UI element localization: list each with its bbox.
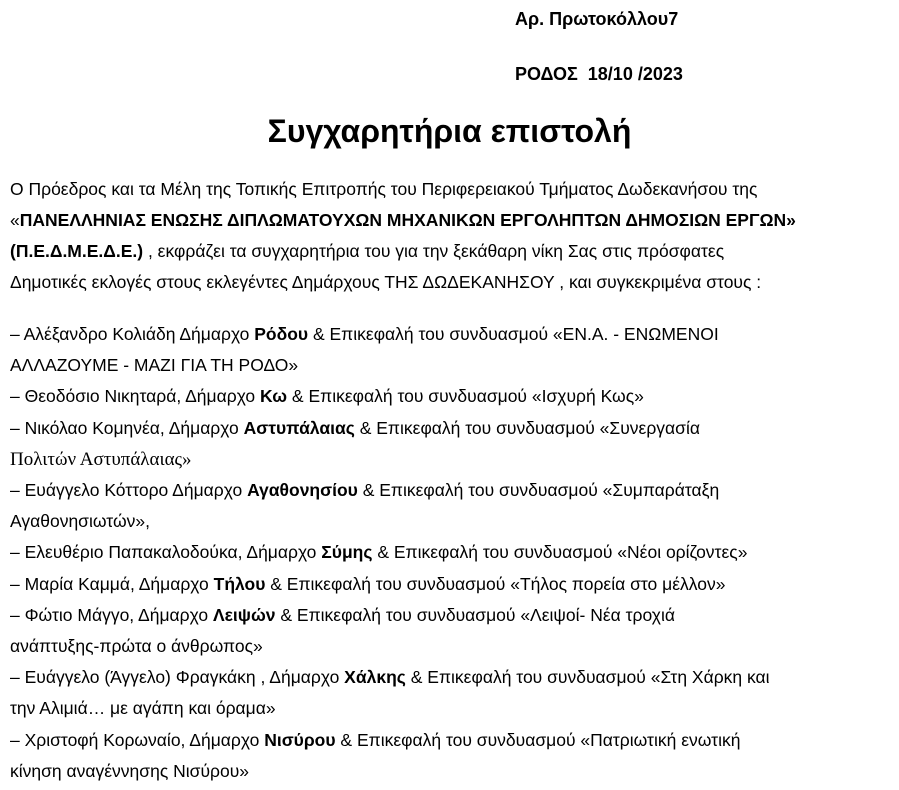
intro-line-4: Δημοτικές εκλογές στους εκλεγέντες Δημάρχους ΤΗΣ ΔΩΔΕΚΑΝΗΣΟΥ , και συγκεκριμένα στους : bbox=[10, 272, 762, 292]
organization-abbr: (Π.Ε.Δ.Μ.Ε.Δ.Ε.) bbox=[10, 241, 144, 261]
intro-line-3-text: , εκφράζει τα συγχαρητήρια του για την ξεκάθαρη νίκη Σας στις πρόσφατες bbox=[143, 241, 725, 261]
municipality: Κω bbox=[260, 386, 288, 407]
city-date: ΡΟΔΟΣ 18/10 /2023 bbox=[515, 64, 683, 84]
mayor-item bbox=[10, 319, 895, 381]
mayors-list bbox=[10, 319, 895, 787]
coalition-continuation: Αγαθονησιωτών», bbox=[10, 511, 150, 532]
mayor-item bbox=[10, 475, 895, 537]
coalition-continuation: κίνηση αναγέννησης Νισύρου» bbox=[10, 760, 250, 781]
coalition-text: & Επικεφαλή του συνδυασμού «Ισχυρή Κως» bbox=[287, 386, 644, 407]
municipality: Χάλκης bbox=[344, 667, 406, 688]
mayor-item bbox=[10, 381, 895, 412]
mayor-name: – Αλέξανδρο Κολιάδη Δήμαρχο bbox=[10, 324, 255, 344]
coalition-continuation: την Αλιμιά… με αγάπη και όραμα» bbox=[10, 698, 276, 719]
protocol-number: Αρ. Πρωτοκόλλου7 bbox=[515, 9, 679, 29]
coalition-text: & Επικεφαλή του συνδυασμού «ΕΝ.Α. - ΕΝΩΜΕΝΟΙ bbox=[308, 324, 719, 344]
coalition-text: & Επικεφαλή του συνδυασμού «Λειψοί- Νέα τροχιά bbox=[275, 604, 675, 625]
municipality: Λειψών bbox=[212, 604, 276, 625]
organization-name: ΠΑΝΕΛΛΗΝΙΑΣ ΕΝΩΣΗΣ ΔΙΠΛΩΜΑΤΟΥΧΩΝ ΜΗΧΑΝΙΚΩΝ ΕΡΓΟΛΗΠΤΩΝ ΔΗΜΟΣΙΩΝ ΕΡΓΩΝ» bbox=[19, 210, 796, 230]
mayor-name: – Φώτιο Μάγγο, Δήμαρχο bbox=[10, 604, 213, 625]
coalition-text: & Επικεφαλή του συνδυασμού «Νέοι ορίζοντες» bbox=[372, 542, 748, 563]
intro-line-3 bbox=[10, 236, 895, 267]
coalition-text: & Επικεφαλή του συνδυασμού «Συνεργασία bbox=[354, 417, 700, 438]
municipality: Αστυπάλαιας bbox=[243, 417, 355, 438]
mayor-item bbox=[10, 600, 895, 662]
mayor-name: – Χριστοφή Κορωναίο, Δήμαρχο bbox=[10, 729, 265, 750]
mayor-name: – Θεοδόσιο Νικηταρά, Δήμαρχο bbox=[10, 386, 261, 407]
letter-title: Συγχαρητήρια επιστολή bbox=[267, 113, 632, 149]
open-quote: « bbox=[10, 210, 20, 230]
mayor-name: – Νικόλαο Κομηνέα, Δήμαρχο bbox=[10, 417, 244, 438]
coalition-continuation: ΑΛΛΑΖΟΥΜΕ - ΜΑΖΙ ΓΙΑ ΤΗ ΡΟΔΟ» bbox=[10, 355, 299, 376]
intro-paragraph bbox=[10, 174, 895, 298]
coalition-text: & Επικεφαλή του συνδυασμού «Τήλος πορεία στο μέλλον» bbox=[265, 573, 726, 594]
municipality: Νισύρου bbox=[264, 729, 336, 750]
coalition-text: & Επικεφαλή του συνδυασμού «Πατριωτική ενωτική bbox=[335, 729, 741, 750]
mayor-item bbox=[10, 725, 895, 787]
municipality: Τήλου bbox=[213, 573, 266, 594]
mayor-item bbox=[10, 569, 895, 600]
mayor-name: – Ευάγγελο (Άγγελο) Φραγκάκη , Δήμαρχο bbox=[10, 667, 345, 688]
municipality: Ρόδου bbox=[254, 324, 309, 344]
mayor-item bbox=[10, 662, 895, 724]
coalition-text: & Επικεφαλή του συνδυασμού «Στη Χάρκη και bbox=[405, 667, 770, 688]
mayor-name: – Ελευθέριο Παπακαλοδούκα, Δήμαρχο bbox=[10, 542, 322, 563]
municipality: Σύμης bbox=[321, 542, 373, 563]
intro-line-1: Ο Πρόεδρος και τα Μέλη της Τοπικής Επιτροπής του Περιφερειακού Τμήματος Δωδεκανήσου της bbox=[10, 179, 758, 199]
municipality: Αγαθονησίου bbox=[247, 480, 358, 501]
coalition-text: & Επικεφαλή του συνδυασμού «Συμπαράταξη bbox=[357, 480, 720, 501]
intro-line-2 bbox=[10, 205, 895, 236]
coalition-continuation: Πολιτών Αστυπάλαιας» bbox=[10, 448, 192, 470]
mayor-name: – Μαρία Καμμά, Δήμαρχο bbox=[10, 573, 214, 594]
mayor-item bbox=[10, 537, 895, 568]
coalition-continuation: ανάπτυξης-πρώτα ο άνθρωπος» bbox=[10, 636, 263, 657]
mayor-name: – Ευάγγελο Κόττορο Δήμαρχο bbox=[10, 480, 248, 501]
mayor-item bbox=[10, 413, 895, 475]
